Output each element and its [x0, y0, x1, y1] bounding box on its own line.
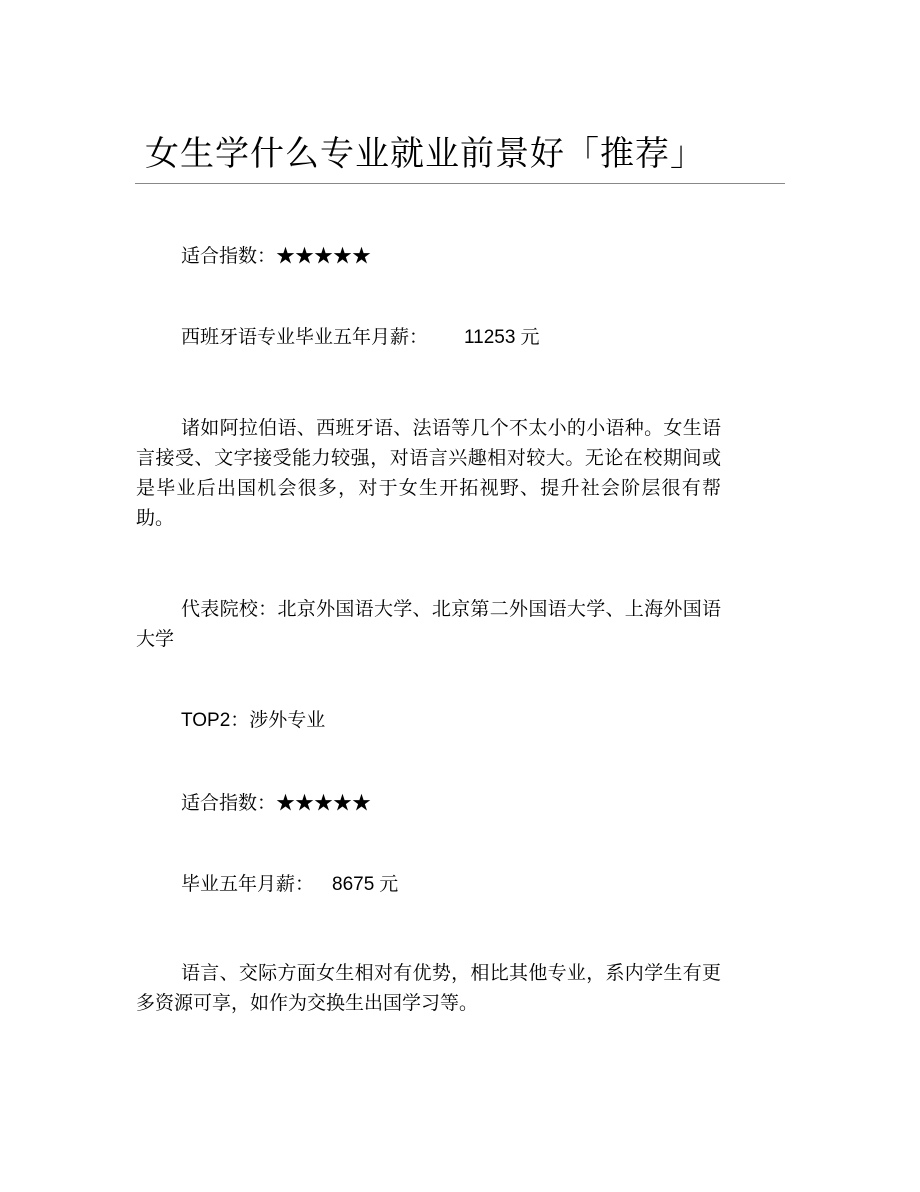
star-rating: ★★★★★	[276, 792, 372, 814]
top2-name: ：涉外专业	[230, 709, 326, 731]
paragraph-languages: 诸如阿拉伯语、西班牙语、法语等几个不太小的小语种。女生语言接受、文字接受能力较强，对语言兴趣相对较大。无论在校期间或是毕业后出国机会很多，对于女生开拓视野、提升社会阶层很有帮助。	[136, 417, 721, 529]
salary-value: 11253	[464, 327, 516, 348]
representative-schools: 代表院校：北京外国语大学、北京第二外国语大学、上海外国语大学	[136, 598, 721, 650]
top2-prefix: TOP2	[181, 710, 231, 731]
title-divider	[135, 183, 785, 184]
salary-label: 毕业五年月薪：	[181, 873, 315, 895]
salary-line-2	[181, 869, 398, 900]
salary-label: 西班牙语专业毕业五年月薪：	[181, 326, 429, 348]
salary-value: 8675	[332, 874, 375, 895]
star-rating: ★★★★★	[276, 245, 372, 267]
salary-unit: 元	[379, 873, 399, 895]
page-title: 女生学什么专业就业前景好「推荐」	[145, 134, 705, 174]
fit-index-2	[181, 788, 371, 818]
salary-line-1	[181, 322, 539, 353]
fit-index-1	[181, 241, 371, 271]
top2-heading	[181, 705, 325, 736]
fit-index-label: 适合指数：	[181, 792, 277, 814]
salary-unit: 元	[520, 326, 540, 348]
fit-index-label: 适合指数：	[181, 245, 277, 267]
paragraph-foreign-affairs: 语言、交际方面女生相对有优势，相比其他专业，系内学生有更多资源可享，如作为交换生出国学习等。	[136, 962, 721, 1014]
